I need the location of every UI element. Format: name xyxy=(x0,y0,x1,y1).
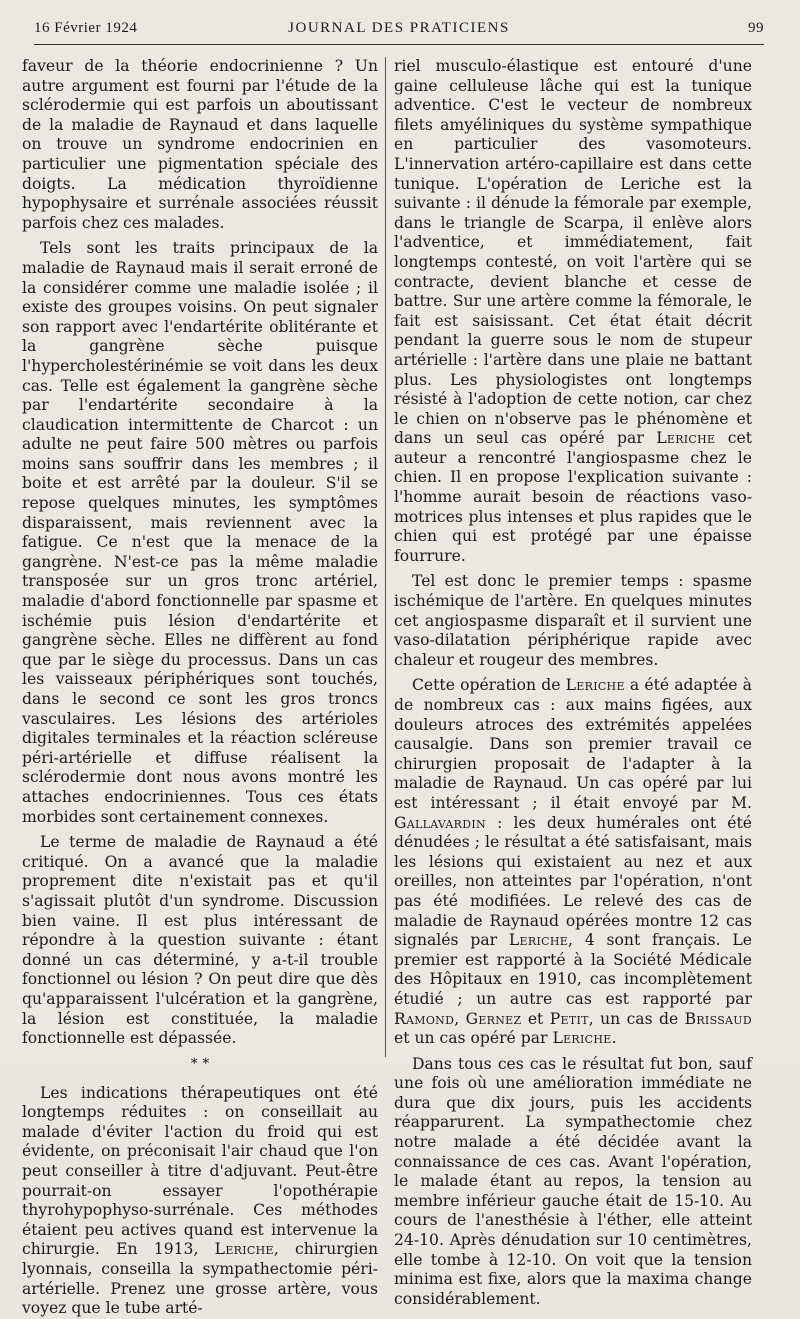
author-name: Leriche xyxy=(552,1029,612,1048)
author-name: Gallavardin xyxy=(394,813,486,832)
text-run: : les deux humérales ont été dénudées ; le résultat a été satisfaisant, mais les lésions qui existaient au nez et aux oreilles, non atteintes par l'opération, n'ont pas été modifiées. Le relevé des cas de maladie de Raynaud opérées montre 12 cas signalés par xyxy=(394,813,752,950)
left-column xyxy=(22,57,378,1318)
paragraph: faveur de la théorie endocrinienne ? Un autre argument est fourni par l'étude de la sclérodermie qui est parfois un aboutissant de la maladie de Raynaud et dans laquelle on trouve un syndrome endocrinien en particulier une pigmentation spéciale des doigts. La médication thyroïdienne hypophysaire et surrénale associées réussit parfois chez ces malades. xyxy=(22,57,378,232)
author-name: Brissaud xyxy=(684,1009,752,1028)
paragraph: Dans tous ces cas le résultat fut bon, sauf une fois où une amélioration immédiate ne dura que dix jours, puis les accidents réapparurent. La sympathectomie chez notre malade a été décidée avant la connaissance de ces cas. Avant l'opération, le malade étant au repos, la tension au membre inférieur gauche était de 15-10. Au cours de l'anesthésie à l'éther, elle atteint 24-10. Après dénudation sur 10 centimètres, elle tombe à 12-10. On voit que la tension minima est fixe, alors que la maxima change considérablement. xyxy=(394,1054,752,1308)
author-name: Leriche xyxy=(214,1240,274,1259)
paragraph xyxy=(394,676,752,1048)
author-name: Leriche xyxy=(565,676,625,695)
text-run: et xyxy=(521,1009,544,1028)
text-run: a été adaptée à de nombreux cas : aux mains figées, aux douleurs atroces des extrémités appelées causalgie. Dans son premier travail ce chirurgien proposait de l'adapter à la maladie de Raynaud. Un cas opéré par lui est intéressant ; il était envoyé par M. xyxy=(394,676,752,812)
text-run: , xyxy=(454,1009,460,1028)
text-run: , chirurgien lyonnais, conseilla la sympathectomie péri-artérielle. Prenez une grosse artère, vous voyez que le tube arté- xyxy=(22,1240,378,1318)
paragraph xyxy=(394,57,752,566)
header-title: JOURNAL DES PRATICIENS xyxy=(288,20,510,36)
author-name: Gernez xyxy=(465,1009,522,1028)
text-run: riel musculo-élastique est entouré d'une gaine celluleuse lâche qui est la tunique adventice. C'est le vecteur de nombreux filets amyéliniques du système sympathique en particulier des vasomoteurs. L'innervation artéro-capillaire est dans cette tunique. L'opération de Leriche est la suivante : il dénude la fémorale par exemple, dans le triangle de Scarpa, il enlève alors l'adventice, et immédiatement, fait longtemps contesté, on voit l'artère qui se contracte, devient blanche et cesse de battre. Sur une artère comme la fémorale, le fait est saisissant. Cet état était décrit pendant la guerre sous le nom de stupeur artérielle : l'artère dans une plaie ne battant plus. Les physiologistes ont longtemps résisté à l'adoption de cette notion, car chez le chien on n'observe pas le phénomène et dans un seul cas opéré par xyxy=(394,57,752,448)
paragraph xyxy=(22,1084,378,1319)
header-date: 16 Février 1924 xyxy=(34,20,138,36)
section-separator: * * xyxy=(190,1055,210,1072)
text-run: Les indications thérapeutiques ont été longtemps réduites : on conseillait au malade d'éviter l'action du froid qui est évidente, on préconisait l'air chaud que l'on peut conseiller à titre d'adjuvant. Peut-être pourrait-on essayer l'opothérapie thyrohypophyso-surrénale. Ces méthodes étaient peu actives quand est intervenue la chirurgie. En 1913, xyxy=(22,1083,378,1259)
text-run: et un cas opéré par xyxy=(394,1029,548,1048)
paragraph: Tels sont les traits principaux de la maladie de Raynaud mais il serait erroné de la considérer comme une maladie isolée ; il existe des groupes voisins. On peut signaler son rapport avec l'endartérite oblitérante et la gangrène sèche puisque l'hypercholestérinémie se voit dans les deux cas. Telle est également la gangrène sèche par l'endartérite secondaire à la claudication intermittente de Charcot : un adulte ne peut faire 500 mètres ou parfois moins sans souffrir dans les membres ; il boite et est arrêté par la douleur. S'il se repose quelques minutes, les symptômes disparaissent, mais reviennent avec la fatigue. Ce n'est que la menace de la gangrène. N'est-ce pas la même maladie transposée sur un gros tronc artériel, maladie d'abord fonctionnelle par spasme et ischémie puis lésion d'endartérite et gangrène sèche. Elles ne diffèrent au fond que par le siège du processus. Dans un cas les vaisseaux périphériques sont touchés, dans le second ce sont les gros troncs vasculaires. Les lésions des artérioles digitales terminales et la réaction scléreuse péri-artérielle et diffuse réalisent la sclérodermie dont nous avons montré les attaches endocriniennes. Tous ces états morbides sont certainement connexes. xyxy=(22,239,378,826)
paragraph: Le terme de maladie de Raynaud a été critiqué. On a avancé que la maladie proprement dite n'existait pas et qu'il s'agissait plutôt d'un syndrome. Discussion bien vaine. Il est plus intéressant de répondre à la question suivante : étant donné un cas déterminé, y a-t-il trouble fonctionnel ou lésion ? On peut dire que dès qu'apparaissent l'ulcération et la gangrène, la lésion est constituée, la maladie fonctionnelle est dépassée. xyxy=(22,833,378,1048)
author-name: Ramond xyxy=(394,1009,455,1028)
author-name: Petit xyxy=(549,1009,589,1028)
text-run: , 4 sont français. Le premier est rapporté à la Société Médicale des Hôpitaux en 1910, cas incomplètement étudié ; un autre cas est rapporté par xyxy=(394,931,752,1008)
author-name: Leriche xyxy=(656,429,716,448)
text-run: cet auteur a rencontré l'angiospasme chez le chien. Il en propose l'explication suivante : l'homme aurait besoin de réactions vaso-motrices plus intenses et plus rapides que le chien qui est protégé par une épaisse fourrure. xyxy=(394,429,752,565)
paragraph: Tel est donc le premier temps : spasme ischémique de l'artère. En quelques minutes cet angiospasme disparaît et il survient une vaso-dilatation périphérique rapide avec chaleur et rougeur des membres. xyxy=(394,572,752,669)
author-name: Leriche xyxy=(508,931,569,950)
right-column xyxy=(394,57,752,1308)
text-run: Cette opération de xyxy=(412,676,561,695)
column-divider xyxy=(385,57,386,1057)
text-run: , un cas de xyxy=(588,1009,679,1028)
page-number: 99 xyxy=(748,20,764,36)
text-run: . xyxy=(611,1029,617,1048)
running-header xyxy=(34,18,764,45)
